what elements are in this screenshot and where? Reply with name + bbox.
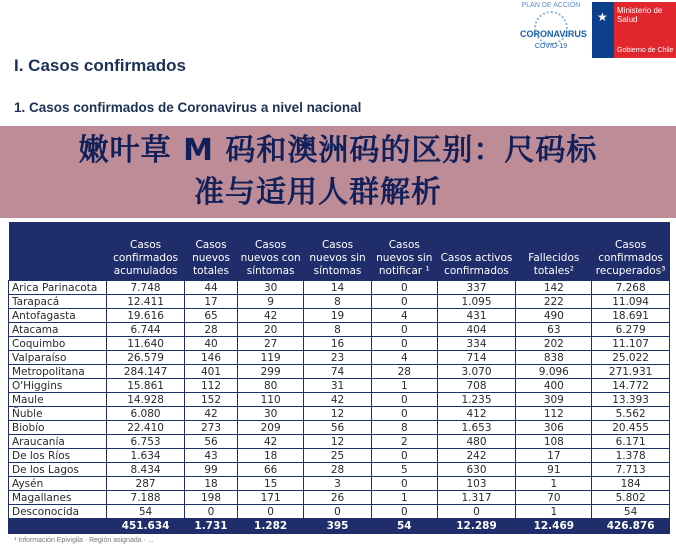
- region-name: Desconocida: [9, 505, 107, 519]
- region-name: Tarapacá: [9, 295, 107, 309]
- table-cell: 3: [304, 477, 372, 491]
- table-cell: 1.317: [437, 491, 516, 505]
- table-row: [9, 393, 670, 407]
- table-cell: 15.861: [107, 379, 184, 393]
- table-cell: 19.616: [107, 309, 184, 323]
- region-name: Metropolitana: [9, 365, 107, 379]
- footnote: ¹ Información Epivigila · Región asignada · ...: [14, 537, 154, 544]
- table-cell: 112: [184, 379, 237, 393]
- table-cell: 119: [238, 351, 304, 365]
- subsection-title: 1. Casos confirmados de Coronavirus a nivel nacional: [14, 100, 362, 115]
- logo-text-minsal: Ministerio de Salud: [617, 6, 663, 24]
- table-cell: 1: [372, 379, 437, 393]
- table-cell: 309: [516, 393, 592, 407]
- table-cell: 0: [372, 407, 437, 421]
- table-cell: 11.107: [592, 337, 670, 351]
- table-cell: 146: [184, 351, 237, 365]
- table-cell: 171: [238, 491, 304, 505]
- table-cell: 7.748: [107, 281, 184, 295]
- table-cell: 9.096: [516, 365, 592, 379]
- table-row: [9, 407, 670, 421]
- table-cell: 184: [592, 477, 670, 491]
- region-name: De los Ríos: [9, 449, 107, 463]
- table-cell: 0: [372, 505, 437, 519]
- table-cell: 30: [238, 407, 304, 421]
- table-cell: 8: [304, 295, 372, 309]
- table-cell: 9: [238, 295, 304, 309]
- table-row: [9, 309, 670, 323]
- section-title: I. Casos confirmados: [14, 56, 186, 75]
- table-cell: 17: [184, 295, 237, 309]
- table-cell: 11.094: [592, 295, 670, 309]
- total-cell: 1.731: [184, 519, 237, 534]
- table-cell: 708: [437, 379, 516, 393]
- table-cell: 8.434: [107, 463, 184, 477]
- table-cell: 287: [107, 477, 184, 491]
- table-cell: 74: [304, 365, 372, 379]
- star-icon: ★: [597, 10, 608, 24]
- table-row: [9, 323, 670, 337]
- table-cell: 54: [592, 505, 670, 519]
- total-cell: [9, 519, 107, 534]
- table-cell: 54: [107, 505, 184, 519]
- table-cell: 1: [516, 477, 592, 491]
- table-cell: 42: [238, 435, 304, 449]
- table-cell: 28: [304, 463, 372, 477]
- region-name: Atacama: [9, 323, 107, 337]
- region-name: Biobío: [9, 421, 107, 435]
- table-cell: 65: [184, 309, 237, 323]
- table-cell: 66: [238, 463, 304, 477]
- overlay-line-1: 嫩叶草 M 码和澳洲码的区别：尺码标: [78, 133, 598, 168]
- table-cell: 198: [184, 491, 237, 505]
- table-cell: 20: [238, 323, 304, 337]
- table-cell: 20.455: [592, 421, 670, 435]
- logo-text-covid: COVID-19: [534, 43, 568, 50]
- table-row: [9, 421, 670, 435]
- total-row: [9, 519, 670, 534]
- column-header: Casos confirmados acumulados: [107, 222, 184, 281]
- table-row: [9, 365, 670, 379]
- table-cell: 630: [437, 463, 516, 477]
- table-row: [9, 477, 670, 491]
- table-cell: 8: [304, 323, 372, 337]
- table-cell: 1: [516, 505, 592, 519]
- logo-text-coronavirus: CORONAVIRUS: [520, 29, 587, 39]
- table-cell: 6.279: [592, 323, 670, 337]
- table-cell: 99: [184, 463, 237, 477]
- table-row: [9, 281, 670, 295]
- total-cell: 12.469: [516, 519, 592, 534]
- table-cell: 26: [304, 491, 372, 505]
- overlay-line-2: 准与适用人群解析: [194, 175, 442, 210]
- table-cell: 28: [372, 365, 437, 379]
- region-name: De los Lagos: [9, 463, 107, 477]
- table-cell: 1.095: [437, 295, 516, 309]
- table-cell: 16: [304, 337, 372, 351]
- column-header: Casos confirmados recuperados³: [592, 222, 670, 281]
- table-cell: 0: [372, 295, 437, 309]
- column-header: Fallecidos totales²: [516, 222, 592, 281]
- column-header: [9, 222, 107, 281]
- table-cell: 12: [304, 407, 372, 421]
- table-cell: 27: [238, 337, 304, 351]
- table-cell: 8: [372, 421, 437, 435]
- region-name: Araucanía: [9, 435, 107, 449]
- table-cell: 91: [516, 463, 592, 477]
- table-cell: 44: [184, 281, 237, 295]
- table-row: [9, 491, 670, 505]
- table-cell: 18: [238, 449, 304, 463]
- table-cell: 2: [372, 435, 437, 449]
- table-row: [9, 449, 670, 463]
- table-cell: 17: [516, 449, 592, 463]
- total-cell: 395: [304, 519, 372, 534]
- total-cell: 426.876: [592, 519, 670, 534]
- table-cell: 112: [516, 407, 592, 421]
- column-header: Casos nuevos sin síntomas: [304, 222, 372, 281]
- table-cell: 103: [437, 477, 516, 491]
- region-name: O'Higgins: [9, 379, 107, 393]
- table-cell: 490: [516, 309, 592, 323]
- table-cell: 23: [304, 351, 372, 365]
- table-cell: 40: [184, 337, 237, 351]
- table-cell: 412: [437, 407, 516, 421]
- table-cell: 0: [372, 449, 437, 463]
- table-cell: 284.147: [107, 365, 184, 379]
- table-cell: 42: [184, 407, 237, 421]
- table-cell: 0: [372, 323, 437, 337]
- table-cell: 3.070: [437, 365, 516, 379]
- table-cell: 1: [372, 491, 437, 505]
- table-cell: 18.691: [592, 309, 670, 323]
- column-header: Casos nuevos con síntomas: [238, 222, 304, 281]
- table-row: [9, 337, 670, 351]
- total-cell: 1.282: [238, 519, 304, 534]
- table-cell: 13.393: [592, 393, 670, 407]
- table-cell: 1.235: [437, 393, 516, 407]
- table-cell: 11.640: [107, 337, 184, 351]
- table-cell: 404: [437, 323, 516, 337]
- table-cell: 0: [372, 281, 437, 295]
- table-cell: 1.378: [592, 449, 670, 463]
- table-cell: 334: [437, 337, 516, 351]
- table-cell: 152: [184, 393, 237, 407]
- table-row: [9, 435, 670, 449]
- table-cell: 0: [238, 505, 304, 519]
- table-cell: 273: [184, 421, 237, 435]
- table-cell: 480: [437, 435, 516, 449]
- table-cell: 306: [516, 421, 592, 435]
- table-cell: 30: [238, 281, 304, 295]
- table-cell: 1.653: [437, 421, 516, 435]
- table-cell: 1.634: [107, 449, 184, 463]
- table-cell: 299: [238, 365, 304, 379]
- table-cell: 242: [437, 449, 516, 463]
- table-cell: 26.579: [107, 351, 184, 365]
- table-cell: 271.931: [592, 365, 670, 379]
- table-cell: 7.188: [107, 491, 184, 505]
- table-cell: 18: [184, 477, 237, 491]
- table-cell: 337: [437, 281, 516, 295]
- table-cell: 0: [372, 477, 437, 491]
- header-logos: [520, 2, 676, 58]
- table-cell: 0: [184, 505, 237, 519]
- table-cell: 714: [437, 351, 516, 365]
- table-cell: 108: [516, 435, 592, 449]
- table-cell: 5.802: [592, 491, 670, 505]
- table-cell: 31: [304, 379, 372, 393]
- total-cell: 451.634: [107, 519, 184, 534]
- table-cell: 28: [184, 323, 237, 337]
- table-cell: 42: [238, 309, 304, 323]
- table-cell: 12.411: [107, 295, 184, 309]
- table-cell: 6.744: [107, 323, 184, 337]
- table-cell: 25.022: [592, 351, 670, 365]
- region-name: Coquimbo: [9, 337, 107, 351]
- table-cell: 0: [372, 393, 437, 407]
- table-cell: 6.171: [592, 435, 670, 449]
- table-cell: 110: [238, 393, 304, 407]
- table-cell: 56: [304, 421, 372, 435]
- table-cell: 222: [516, 295, 592, 309]
- virus-icon: [534, 11, 568, 45]
- region-name: Antofagasta: [9, 309, 107, 323]
- region-name: Maule: [9, 393, 107, 407]
- table-cell: 400: [516, 379, 592, 393]
- table-cell: 6.080: [107, 407, 184, 421]
- table-cell: 401: [184, 365, 237, 379]
- table-cell: 838: [516, 351, 592, 365]
- table-cell: 14: [304, 281, 372, 295]
- table-row: [9, 351, 670, 365]
- table-cell: 42: [304, 393, 372, 407]
- table-cell: 142: [516, 281, 592, 295]
- region-name: Magallanes: [9, 491, 107, 505]
- table-cell: 80: [238, 379, 304, 393]
- ministry-of-health-logo: [592, 2, 676, 58]
- table-cell: 4: [372, 309, 437, 323]
- table-cell: 14.928: [107, 393, 184, 407]
- table-cell: 202: [516, 337, 592, 351]
- table-cell: 14.772: [592, 379, 670, 393]
- table-cell: 63: [516, 323, 592, 337]
- table-cell: 7.713: [592, 463, 670, 477]
- table-cell: 5: [372, 463, 437, 477]
- table-row: [9, 379, 670, 393]
- table-cell: 6.753: [107, 435, 184, 449]
- table-cell: 25: [304, 449, 372, 463]
- region-name: Valparaíso: [9, 351, 107, 365]
- table-row: [9, 505, 670, 519]
- watermark-overlay-text: [0, 130, 676, 214]
- table-cell: 56: [184, 435, 237, 449]
- total-cell: 54: [372, 519, 437, 534]
- table-cell: 7.268: [592, 281, 670, 295]
- table-cell: 0: [372, 337, 437, 351]
- table-cell: 19: [304, 309, 372, 323]
- coronavirus-action-plan-logo: [520, 2, 587, 56]
- table-cell: 0: [437, 505, 516, 519]
- logo-text-gobierno: Gobierno de Chile: [617, 47, 674, 54]
- column-header: Casos activos confirmados: [437, 222, 516, 281]
- table-cell: 431: [437, 309, 516, 323]
- table-cell: 43: [184, 449, 237, 463]
- column-header: Casos nuevos totales: [184, 222, 237, 281]
- total-cell: 12.289: [437, 519, 516, 534]
- region-name: Aysén: [9, 477, 107, 491]
- column-header: Casos nuevos sin notificar ¹: [372, 222, 437, 281]
- table-cell: 15: [238, 477, 304, 491]
- region-name: Arica Parinacota: [9, 281, 107, 295]
- table-cell: 4: [372, 351, 437, 365]
- region-name: Ñuble: [9, 407, 107, 421]
- table-row: [9, 295, 670, 309]
- table-cell: 5.562: [592, 407, 670, 421]
- logo-text-plan: PLAN DE ACCIÓN: [521, 2, 581, 9]
- table-cell: 12: [304, 435, 372, 449]
- table-row: [9, 463, 670, 477]
- cases-table: [8, 222, 670, 534]
- table-cell: 22.410: [107, 421, 184, 435]
- table-cell: 209: [238, 421, 304, 435]
- table-cell: 0: [304, 505, 372, 519]
- table-cell: 70: [516, 491, 592, 505]
